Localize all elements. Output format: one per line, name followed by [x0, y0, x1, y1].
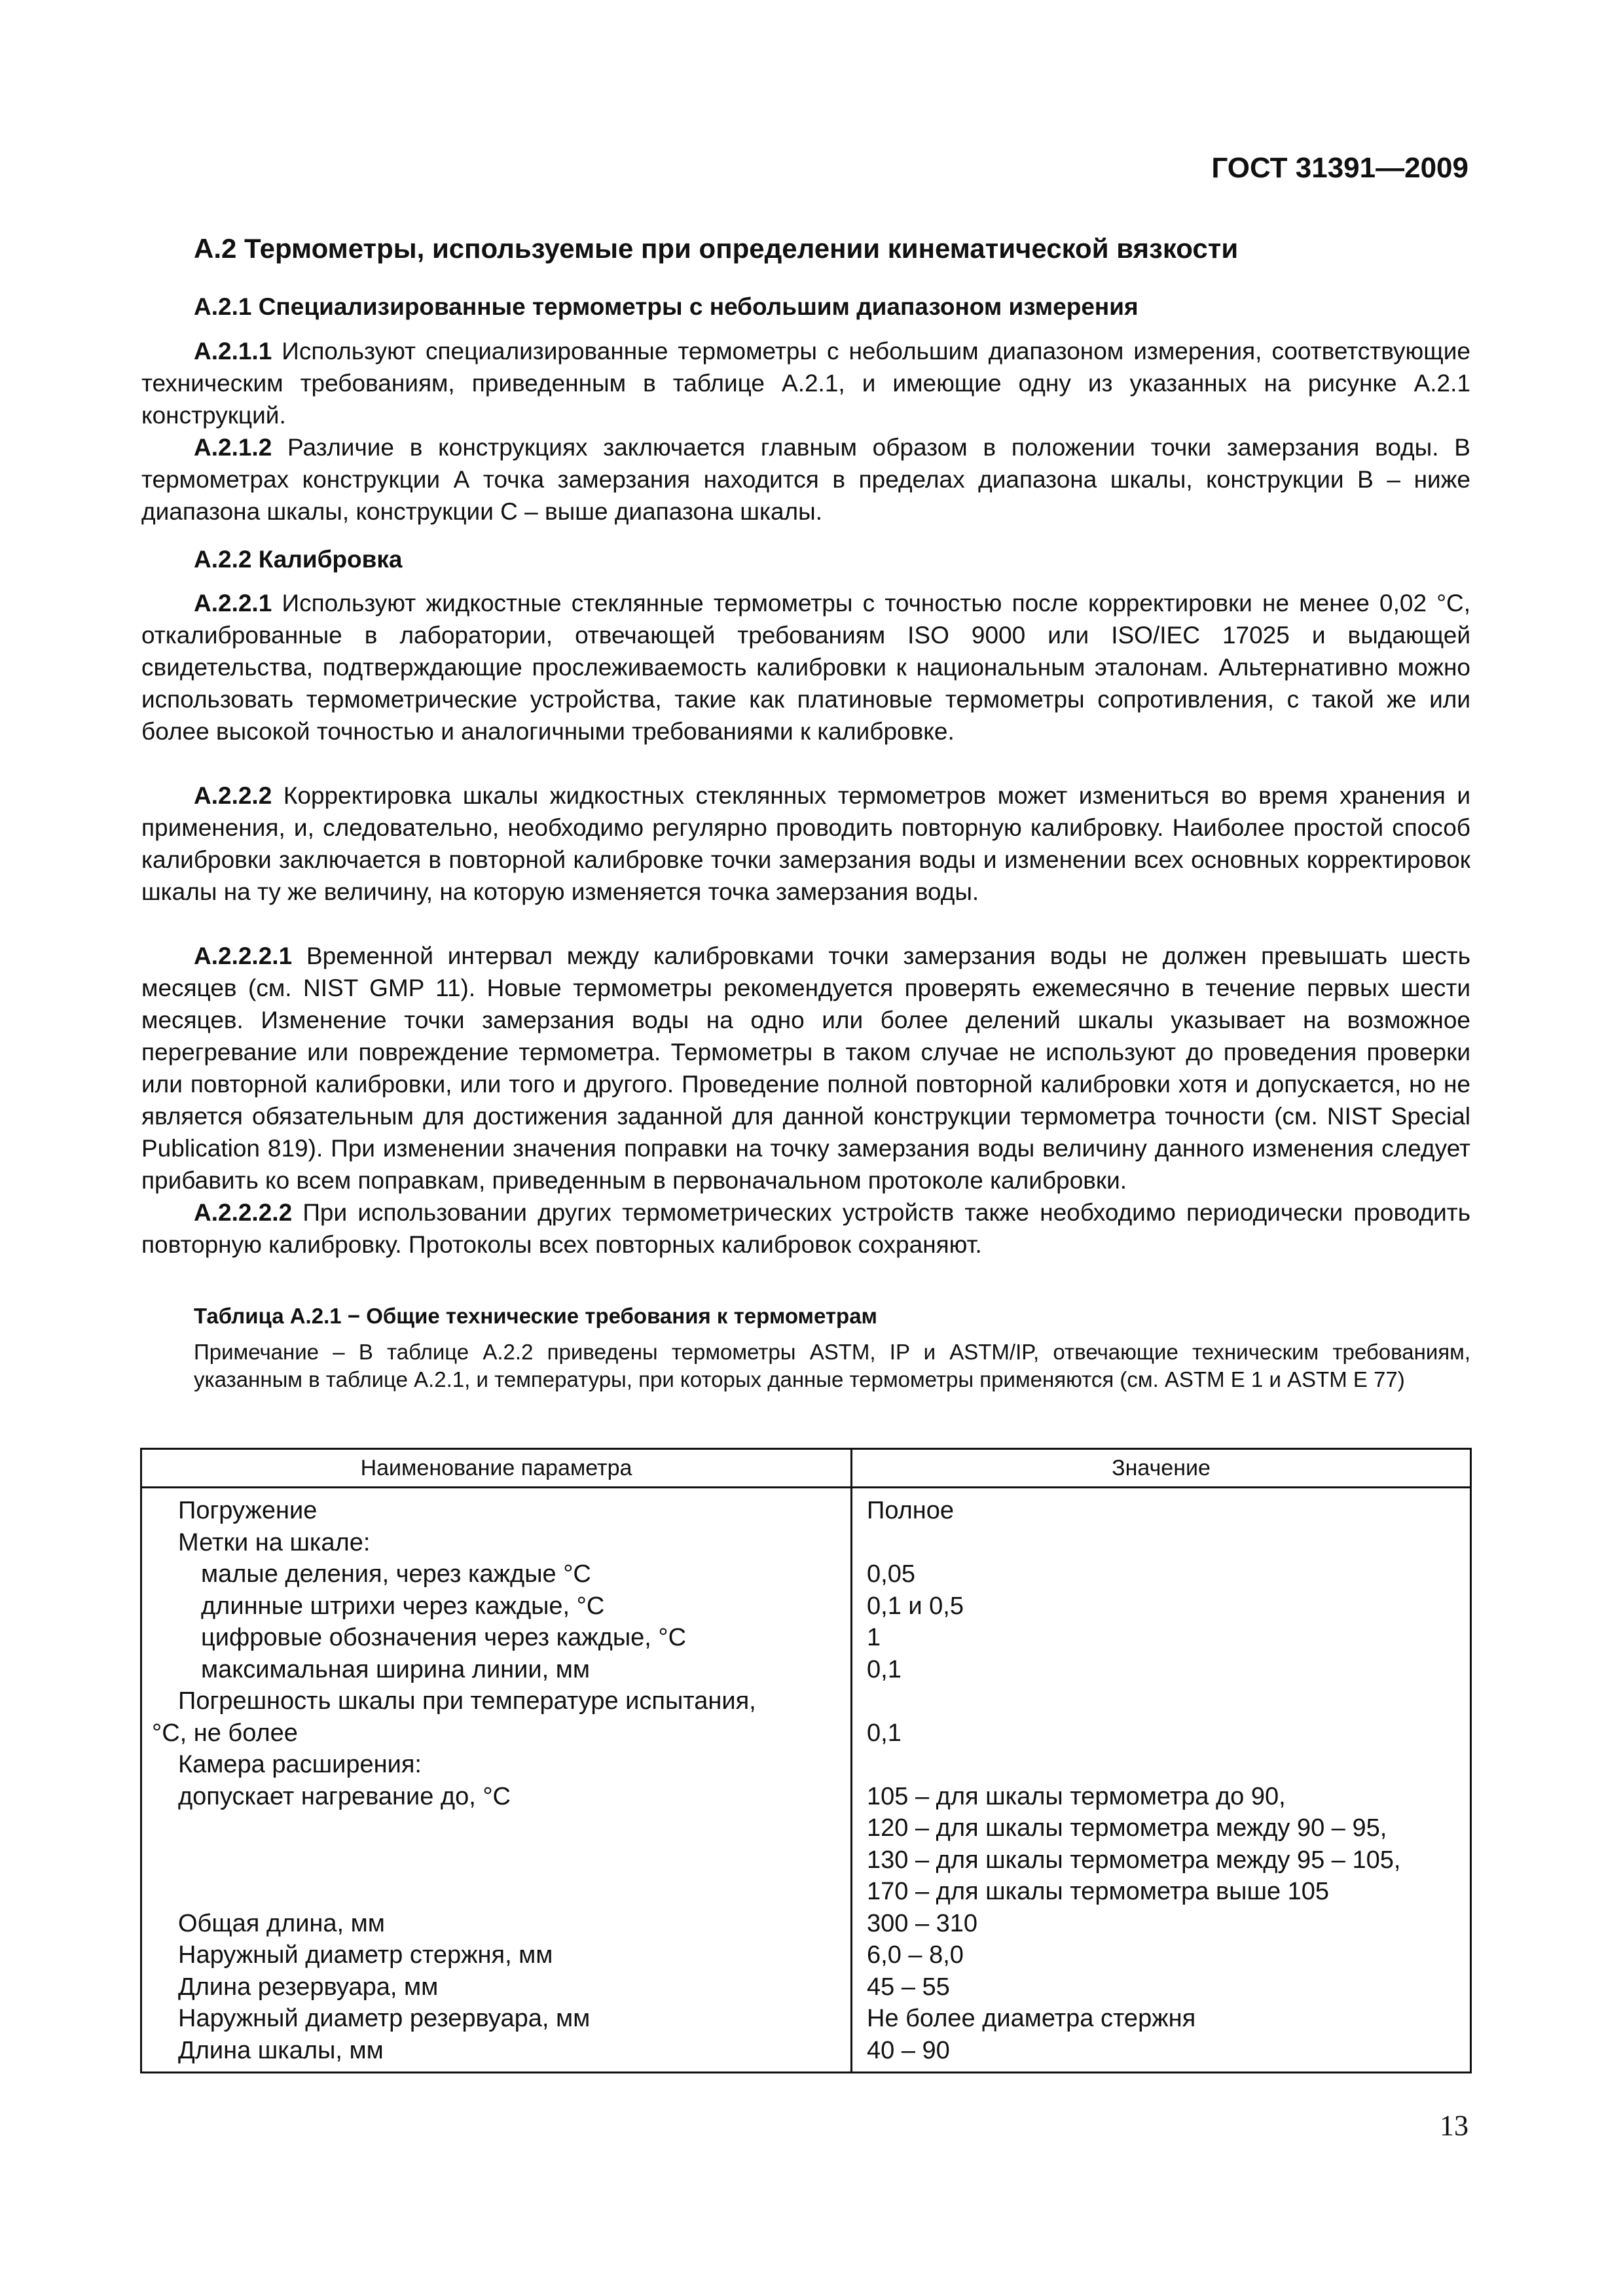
table-caption: Таблица А.2.1 − Общие технические требования к термометрам: [194, 1304, 877, 1328]
param-max-line-width: максимальная ширина линии, мм: [201, 1655, 590, 1683]
spacer-line: [142, 1844, 850, 1876]
paragraph-text: Временной интервал между калибровками точки замерзания воды не должен превышать шесть месяцев (см. NIST GMP 11). Новые термометры рекомендуется проверять ежемесячно в течение первых шести месяцев. Изменение точки замерзания воды на одно или более делений шкалы указывает на возможное перегревание или повреждение термометра. Термометры в таком случае не используют до проведения проверки или повторной калибровки, или того и другого. Проведение полной повторной калибровки хотя и допускается, но не является обязательным для достижения заданной для данной конструкции термометра точности (см. NIST Special Publication 819). При изменении значения поправки на точку замерзания воды величину данного изменения следует прибавить ко всем поправкам, приведенным в первоначальном протоколе калибровки.: [141, 942, 1470, 1194]
section-a21-title: А.2.1 Специализированные термометры с небольшим диапазоном измерения: [194, 293, 1139, 320]
value-total-length: 300 – 310: [867, 1909, 978, 1937]
section-a2-title: А.2 Термометры, используемые при определении кинематической вязкости: [194, 233, 1239, 264]
param-expansion-chamber: Камера расширения:: [178, 1751, 422, 1778]
value-heating-105: 130 – для шкалы термометра между 95 – 105,: [867, 1846, 1401, 1874]
param-scale-error: Погрешность шкалы при температуре испытания,: [178, 1687, 756, 1715]
paragraph-text: Используют жидкостные стеклянные термометры с точностью после корректировки не менее 0,02 °С, откалиброванные в лаборатории, отвечающей требованиям ISO 9000 или ISO/IEC 17025 и выдающей свидетельства, подтверждающие прослеживаемость калибровки к национальным эталонам. Альтернативно можно использовать термометрические устройства, такие как платиновые термометры сопротивления, с такой же или более высокой точностью и аналогичными требованиями к калибровке.: [141, 590, 1470, 745]
table-note: Примечание – В таблице А.2.2 приведены термометры ASTM, IP и ASTM/IP, отвечающие техническим требованиям, указанным в таблице А.2.1, и температуры, при которых данные термометры применяются (см. ASTM E 1 и ASTM E 77): [194, 1340, 1470, 1391]
value-scale-error: 0,1: [867, 1719, 902, 1747]
param-stem-diameter: Наружный диаметр стержня, мм: [178, 1941, 553, 1969]
param-numbering: цифровые обозначения через каждые, °С: [201, 1624, 687, 1651]
parameter-column: [141, 1488, 852, 2073]
paragraph-text: При использовании других термометрических устройств также необходимо периодически проводить повторную калибровку. Протоколы всех повторных калибровок сохраняют.: [141, 1199, 1470, 1258]
column-header-parameter: Наименование параметра: [141, 1449, 852, 1488]
spacer-line: [852, 1527, 1470, 1559]
param-bulb-length: Длина резервуара, мм: [178, 1973, 439, 2001]
clause-number: А.2.2.2.2: [194, 1199, 293, 1226]
clause-number: А.2.2.2.1: [194, 942, 293, 969]
param-small-divisions: малые деления, через каждые °С: [201, 1560, 591, 1588]
spacer-line: [142, 1876, 850, 1908]
value-heating-above-105: 170 – для шкалы термометра выше 105: [867, 1878, 1330, 1905]
value-numbering: 1: [867, 1624, 881, 1651]
paragraph-a2221: [141, 940, 1470, 1196]
paragraph-text: Различие в конструкциях заключается главным образом в положении точки замерзания воды. В термометрах конструкции А точка замерзания находится в пределах диапазона шкалы, конструкции В – ниже диапазона шкалы, конструкции С – выше диапазона шкалы.: [141, 434, 1470, 525]
param-scale-error-cont: °С, не более: [152, 1719, 298, 1747]
section-a22-title: А.2.2 Калибровка: [194, 546, 403, 573]
spacer-line: [142, 1812, 850, 1844]
value-long-lines: 0,1 и 0,5: [867, 1592, 964, 1620]
paragraph-a222: [141, 780, 1470, 908]
value-max-line-width: 0,1: [867, 1655, 902, 1683]
spacer-line: [852, 1685, 1470, 1717]
table-header-row: [141, 1449, 1471, 1488]
param-long-lines: длинные штрихи через каждые, °С: [201, 1592, 605, 1620]
clause-number: А.2.2.1: [194, 590, 272, 617]
value-scale-length: 40 – 90: [867, 2036, 950, 2064]
spacer-line: [852, 1749, 1470, 1781]
value-bulb-length: 45 – 55: [867, 1973, 950, 2001]
requirements-table: [140, 1448, 1472, 2073]
column-header-value: Значение: [852, 1449, 1471, 1488]
standard-header: ГОСТ 31391—2009: [1211, 152, 1468, 184]
param-total-length: Общая длина, мм: [178, 1909, 385, 1937]
paragraph-text: Корректировка шкалы жидкостных стеклянных термометров может измениться во время хранения и применения, и, следовательно, необходимо регулярно проводить повторную калибровку. Наиболее простой способ калибровки заключается в повторной калибровке точки замерзания воды и изменении всех основных корректировок шкалы на ту же величину, на которую изменяется точка замерзания воды.: [141, 782, 1470, 905]
value-heating-90: 105 – для шкалы термометра до 90,: [867, 1782, 1286, 1810]
param-immersion: Погружение: [178, 1497, 318, 1524]
param-heating-limit: допускает нагревание до, °С: [178, 1782, 511, 1810]
clause-number: А.2.2.2: [194, 782, 272, 809]
paragraph-a221: [141, 587, 1470, 747]
paragraph-a211: [141, 335, 1470, 431]
value-column: [852, 1488, 1471, 2073]
value-small-divisions: 0,05: [867, 1560, 915, 1588]
value-immersion: Полное: [867, 1497, 955, 1524]
table-body-row: [141, 1488, 1471, 2073]
value-stem-diameter: 6,0 – 8,0: [867, 1941, 964, 1969]
param-bulb-diameter: Наружный диаметр резервуара, мм: [178, 2005, 591, 2032]
value-bulb-diameter: Не более диаметра стержня: [867, 2005, 1196, 2032]
paragraph-a212: [141, 431, 1470, 528]
value-heating-95: 120 – для шкалы термометра между 90 – 95,: [867, 1814, 1387, 1842]
clause-number: А.2.1.1: [194, 338, 272, 365]
paragraph-text: Используют специализированные термометры с небольшим диапазоном измерения, соответствующие техническим требованиям, приведенным в таблице А.2.1, и имеющие одну из указанных на рисунке А.2.1 конструкций.: [141, 338, 1470, 429]
paragraph-a2222: [141, 1196, 1470, 1261]
clause-number: А.2.1.2: [194, 434, 272, 461]
page-number: 13: [1440, 2109, 1468, 2142]
param-scale-marks: Метки на шкале:: [178, 1528, 371, 1556]
param-scale-length: Длина шкалы, мм: [178, 2036, 384, 2064]
